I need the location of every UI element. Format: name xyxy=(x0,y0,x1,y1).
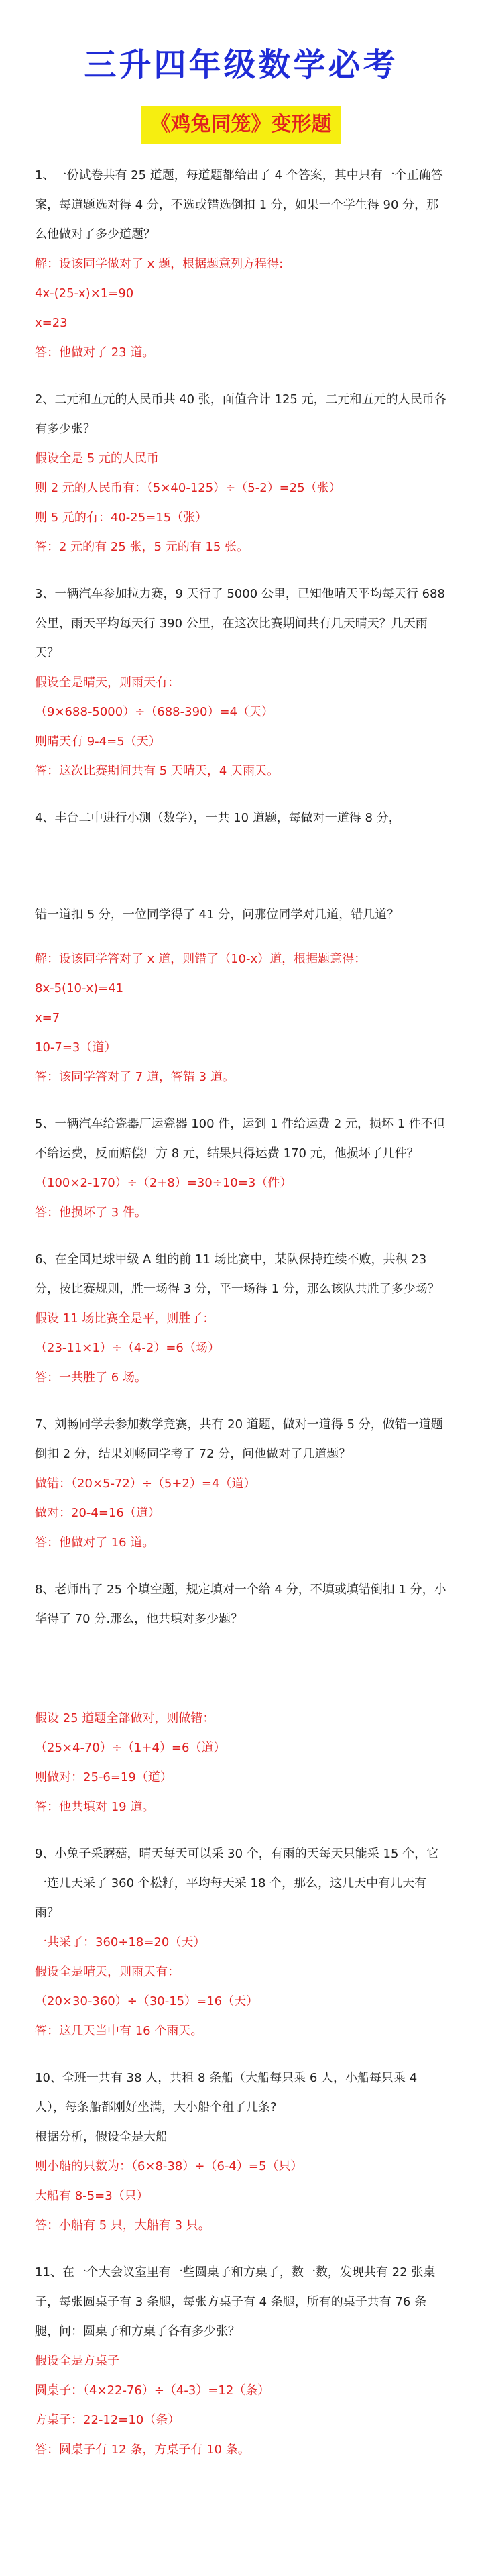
page-subtitle: 《鸡兔同笼》变形题 xyxy=(141,106,341,144)
solution-line: x=7 xyxy=(35,1011,60,1025)
problem-question: 8、老师出了 25 个填空题，规定填对一个给 4 分，不填或填错倒扣 1 分，小华得了 70 分.那么，他共填对多少题？ xyxy=(35,1582,446,1626)
problem-question-part-2: 错一道扣 5 分，一位同学得了 41 分，问那位同学对几道，错几道？ xyxy=(35,908,400,922)
blank-gap xyxy=(35,833,447,900)
solution-line: 假设 11 场比赛全是平，则胜了： xyxy=(35,1311,215,1326)
problem-question: 7、刘畅同学去参加数学竞赛，共有 20 道题，做对一道得 5 分，做错一道题倒扣 2 分，结果刘畅同学考了 72 分，问他做对了几道题？ xyxy=(35,1417,443,1461)
solution-line: 一共采了：360÷18=20（天） xyxy=(35,1935,206,1949)
solution-line: （20×30-360）÷（30-15）=16（天） xyxy=(35,1994,259,2008)
solution-line: （9×688-5000）÷（688-390）=4（天） xyxy=(35,705,274,719)
solution-line: 解：设该同学做对了 x 题，根据题意列方程得: xyxy=(35,257,284,271)
solution-line: 则做对：25-6=19（道） xyxy=(35,1770,172,1784)
solution-line: 则 2 元的人民币有：（5×40-125）÷（5-2）=25（张） xyxy=(35,481,341,495)
problem-1 xyxy=(35,161,447,368)
answer-line: 答：圆桌子有 12 条，方桌子有 10 条。 xyxy=(35,2443,250,2457)
subtitle-banner xyxy=(35,106,447,144)
solution-line: 4x-(25-x)×1=90 xyxy=(35,286,134,301)
solution-line: 假设全是方桌子 xyxy=(35,2354,119,2368)
problem-question: 9、小兔子采蘑菇，晴天每天可以采 30 个，有雨的天每天只能采 15 个，它一连几天采了 360 个松籽，平均每天采 18 个，那么，这几天中有几天有雨？ xyxy=(35,1847,439,1920)
solution-line: x=23 xyxy=(35,316,68,330)
solution-line: 10-7=3（道） xyxy=(35,1040,117,1055)
answer-line: 答：他做对了 16 道。 xyxy=(35,1536,155,1550)
problem-question-part-1: 4、丰台二中进行小测（数学），一共 10 道题，每做对一道得 8 分， xyxy=(35,811,401,825)
answer-line: 答：这次比赛期间共有 5 天晴天，4 天雨天。 xyxy=(35,764,280,778)
answer-line: 答：这几天当中有 16 个雨天。 xyxy=(35,2024,203,2038)
solution-line: 假设 25 道题全部做对，则做错： xyxy=(35,1711,215,1725)
problem-6 xyxy=(35,1245,447,1393)
problem-question: 10、全班一共有 38 人，共租 8 条船（大船每只乘 6 人，小船每只乘 4 人），每条船都刚好坐满，大小船个租了几条? xyxy=(35,2071,418,2114)
problem-question: 11、在一个大会议室里有一些圆桌子和方桌子，数一数，发现共有 22 张桌子，每张圆桌子有 3 条腿，每张方桌子有 4 条腿，所有的桌子共有 76 条腿，问：圆桌子和方桌子各有多少张？ xyxy=(35,2265,436,2339)
solution-line: 做错：（20×5-72）÷（5+2）=4（道） xyxy=(35,1477,256,1491)
solution-line: 8x-5(10-x)=41 xyxy=(35,981,124,996)
problem-8 xyxy=(35,1575,447,1822)
problem-11 xyxy=(35,2258,447,2465)
blank-gap xyxy=(35,1634,447,1704)
problem-9 xyxy=(35,1839,447,2046)
solution-line: 解：设该同学答对了 x 道，则错了（10-x）道，根据题意得： xyxy=(35,952,367,966)
solution-line: 则晴天有 9-4=5（天） xyxy=(35,735,161,749)
answer-line: 答：他做对了 23 道。 xyxy=(35,345,155,360)
problem-4 xyxy=(35,804,447,1092)
solution-line: 方桌子：22-12=10（条） xyxy=(35,2413,180,2427)
page-title: 三升四年级数学必考 xyxy=(84,46,398,84)
solution-line: （25×4-70）÷（1+4）=6（道） xyxy=(35,1741,226,1755)
problem-10 xyxy=(35,2063,447,2241)
problem-question: 3、一辆汽车参加拉力赛，9 天行了 5000 公里，已知他晴天平均每天行 688 公里，雨天平均每天行 390 公里，在这次比赛期间共有几天晴天？几天雨天？ xyxy=(35,587,445,660)
solution-line: 做对：20-4=16（道） xyxy=(35,1506,160,1520)
solution-line: 则小船的只数为：（6×8-38）÷（6-4）=5（只） xyxy=(35,2159,303,2174)
problem-7 xyxy=(35,1410,447,1558)
answer-line: 答：他共填对 19 道。 xyxy=(35,1800,155,1814)
solution-line: 假设全是晴天，则雨天有： xyxy=(35,676,180,690)
solution-line: 圆桌子：（4×22-76）÷（4-3）=12（条） xyxy=(35,2383,270,2398)
problem-2 xyxy=(35,385,447,562)
solution-line: 则 5 元的有：40-25=15（张） xyxy=(35,511,208,525)
solution-line: 假设全是 5 元的人民币 xyxy=(35,451,159,466)
problem-question: 6、在全国足球甲级 A 组的前 11 场比赛中，某队保持连续不败，共积 23 分，按比赛规则，胜一场得 3 分，平一场得 1 分，那么该队共胜了多少场？ xyxy=(35,1252,440,1296)
answer-line: 答：他损坏了 3 件。 xyxy=(35,1205,147,1220)
analysis-note: 根据分析，假设全是大船 xyxy=(35,2130,168,2144)
problem-question: 2、二元和五元的人民币共 40 张，面值合计 125 元，二元和五元的人民币各有多少张？ xyxy=(35,392,446,436)
solution-line: （100×2-170）÷（2+8）=30÷10=3（件） xyxy=(35,1176,292,1190)
answer-line: 答：2 元的有 25 张，5 元的有 15 张。 xyxy=(35,540,249,554)
solution-line: （23-11×1）÷（4-2）=6（场） xyxy=(35,1341,220,1355)
answer-line: 答：一共胜了 6 场。 xyxy=(35,1371,147,1385)
problem-3 xyxy=(35,580,447,786)
solution-line: 假设全是晴天，则雨天有： xyxy=(35,1965,180,1979)
problem-5 xyxy=(35,1110,447,1228)
solution-line: 大船有 8-5=3（只） xyxy=(35,2189,149,2203)
problem-question: 1、一份试卷共有 25 道题，每道题都给出了 4 个答案，其中只有一个正确答案，每道题选对得 4 分，不选或错选倒扣 1 分，如果一个学生得 90 分，那么他做对了多少道题？ xyxy=(35,168,443,241)
problem-question: 5、一辆汽车给瓷器厂运瓷器 100 件，运到 1 件给运费 2 元，损坏 1 件不但不给运费，反而赔偿厂方 8 元，结果只得运费 170 元，他损坏了几件？ xyxy=(35,1117,445,1161)
answer-line: 答：该同学答对了 7 道，答错 3 道。 xyxy=(35,1070,235,1084)
answer-line: 答：小船有 5 只，大船有 3 只。 xyxy=(35,2218,210,2233)
